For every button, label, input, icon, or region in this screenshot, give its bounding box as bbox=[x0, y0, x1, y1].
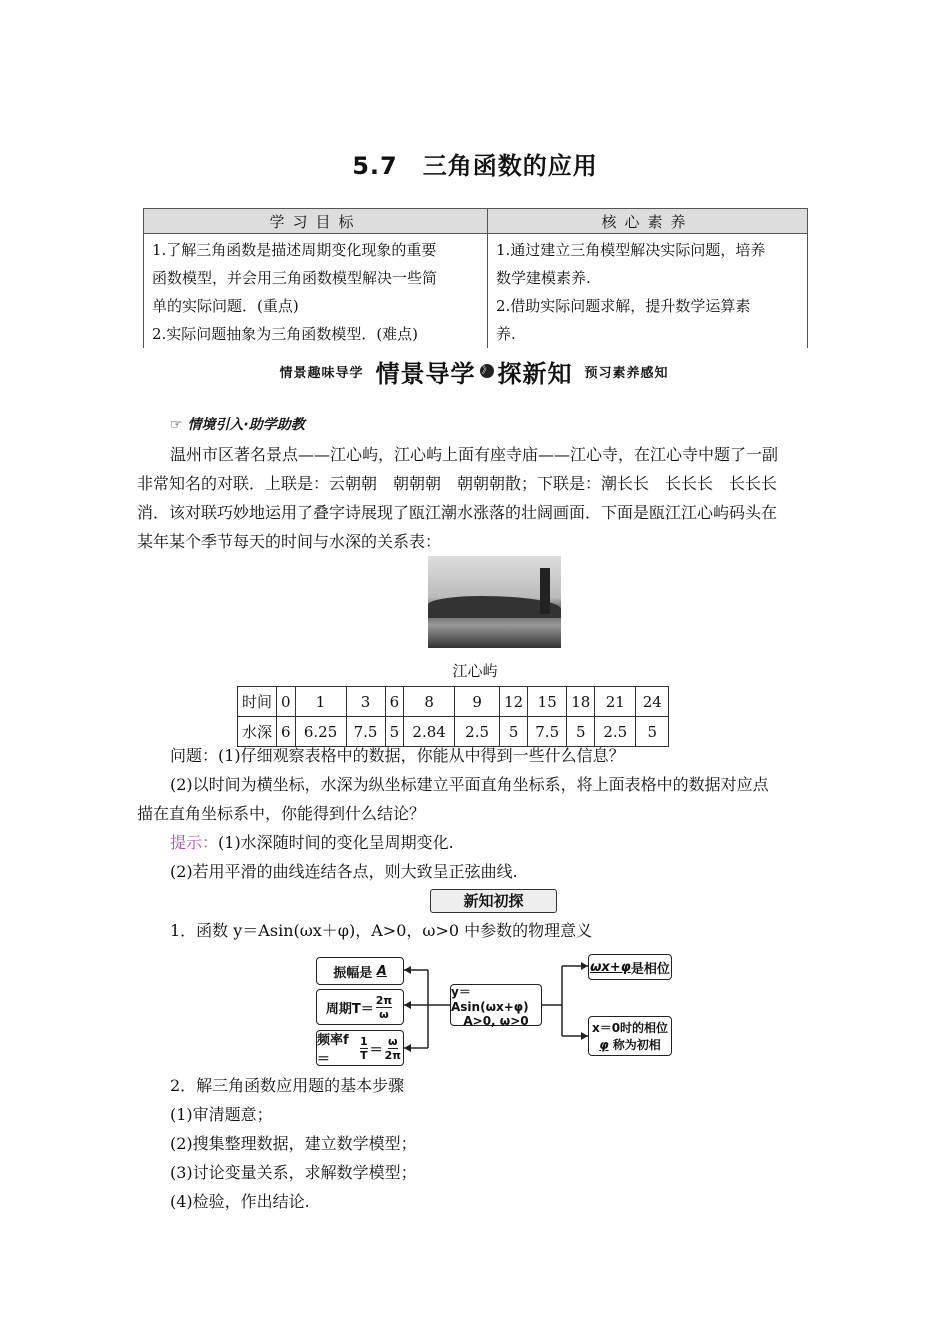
table-cell: 5 bbox=[567, 717, 595, 747]
island-photo bbox=[428, 556, 561, 648]
table-cell: 5 bbox=[385, 717, 404, 747]
period-box: 周期T＝ $\frac{2\pi}{\omega}$ bbox=[316, 989, 404, 1025]
table-cell: 0 bbox=[277, 687, 296, 717]
table-cell: 5 bbox=[500, 717, 528, 747]
initial-phase-box: x＝0时的相位 φ 称为初相 bbox=[588, 1016, 672, 1056]
amp-value: A bbox=[376, 963, 387, 979]
question-2-line: 描在直角坐标系中，你能得到什么结论？ bbox=[137, 804, 426, 823]
new-knowledge-badge: 新知初探 bbox=[430, 889, 557, 913]
step: (1)审清题意； bbox=[170, 1105, 273, 1124]
goals-table bbox=[143, 208, 808, 348]
item-1-text: 1．函数 y＝Asin(ωx＋φ)，A>0，ω>0 中参数的物理意义 bbox=[170, 921, 593, 940]
goal-line: 1.了解三角函数是描述周期变化现象的重要 bbox=[152, 241, 437, 259]
step: (4)检验，作出结论. bbox=[170, 1192, 310, 1211]
hint-1: 提示：(1)水深随时间的变化呈周期变化. bbox=[170, 833, 454, 852]
core-line: 数学建模素养. bbox=[496, 269, 591, 287]
period-fraction: $\frac{2\pi}{\omega}$ bbox=[375, 993, 393, 1021]
core-line: 2.借助实际问题求解，提升数学运算素 bbox=[496, 297, 751, 315]
goal-line: 单的实际问题．(重点) bbox=[152, 297, 299, 315]
table-cell: 1 bbox=[295, 687, 346, 717]
step: (3)讨论变量关系，求解数学模型； bbox=[170, 1163, 417, 1182]
table-cell: 9 bbox=[455, 687, 500, 717]
banner-main-1: 情景导学 bbox=[375, 359, 476, 388]
table-cell: 7.5 bbox=[528, 717, 567, 747]
core-line: 1.通过建立三角模型解决实际问题，培养 bbox=[496, 241, 766, 259]
hand-icon: ☞ bbox=[170, 417, 188, 433]
goals-header-1: 学习目标 bbox=[144, 209, 488, 234]
depth-table bbox=[237, 686, 669, 747]
question-2-line: (2)以时间为横坐标，水深为纵坐标建立平面直角坐标系，将上面表格中的数据对应点 bbox=[170, 775, 769, 794]
item-1 bbox=[137, 916, 813, 945]
intro-line: 消．该对联巧妙地运用了叠字诗展现了瓯江潮水涨落的壮阔画面．下面是瓯江江心屿码头在 bbox=[137, 503, 778, 522]
frequency-box: 频率f＝ $\frac{1}{T}$ ＝ $\frac{\omega}{2\pi}$ bbox=[316, 1030, 404, 1066]
section-banner bbox=[135, 358, 813, 388]
freq-fraction-2: $\frac{\omega}{2\pi}$ bbox=[384, 1034, 401, 1062]
hint-label: 提示： bbox=[170, 833, 219, 852]
goals-col-2 bbox=[488, 234, 808, 349]
table-cell: 15 bbox=[528, 687, 567, 717]
table-cell: 21 bbox=[595, 687, 636, 717]
item-2 bbox=[137, 1071, 813, 1216]
banner-main-2: 探新知 bbox=[497, 359, 573, 388]
table-row bbox=[238, 687, 669, 717]
photo-caption: 江心屿 bbox=[452, 662, 498, 680]
intro-paragraph bbox=[137, 440, 813, 556]
phase-value: ωx+φ bbox=[590, 959, 631, 975]
phase-box: ωx+φ 是相位 bbox=[588, 954, 672, 980]
table-cell: 8 bbox=[404, 687, 455, 717]
core-line: 养. bbox=[496, 325, 516, 343]
arrow-icon: 》 bbox=[481, 365, 492, 376]
questions bbox=[137, 741, 813, 886]
item-2-text: 2．解三角函数应用题的基本步骤 bbox=[170, 1076, 405, 1095]
init-value: φ bbox=[599, 1038, 609, 1052]
table-cell: 6 bbox=[277, 717, 296, 747]
goal-line: 2.实际问题抽象为三角函数模型．(难点) bbox=[152, 325, 419, 343]
step: (2)搜集整理数据，建立数学模型； bbox=[170, 1134, 417, 1153]
goals-header-2: 核心素养 bbox=[488, 209, 808, 234]
intro-line: 某年某个季节每天的时间与水深的关系表： bbox=[137, 532, 442, 551]
table-cell: 12 bbox=[500, 687, 528, 717]
table-cell: 2.5 bbox=[595, 717, 636, 747]
page-title: 5.7 三角函数的应用 bbox=[352, 152, 598, 180]
banner-left: 情景趣味导学 bbox=[279, 365, 364, 381]
table-cell: 18 bbox=[567, 687, 595, 717]
table-cell: 5 bbox=[636, 717, 669, 747]
intro-line: 非常知名的对联．上联是：云朝朝 朝朝朝 朝朝朝散；下联是：潮长长 长长长 长长长 bbox=[137, 474, 778, 493]
goal-line: 函数模型，并会用三角函数模型解决一些简 bbox=[152, 269, 438, 287]
table-cell: 水深 bbox=[238, 717, 277, 747]
freq-fraction-1: $\frac{1}{T}$ bbox=[359, 1034, 368, 1062]
table-cell: 24 bbox=[636, 687, 669, 717]
intro-subhead: ☞ 情境引入·助学助教 bbox=[170, 417, 305, 433]
function-box: y＝Asin(ωx+φ) A>0, ω>0 bbox=[450, 984, 542, 1026]
question-1: 问题：(1)仔细观察表格中的数据，你能从中得到一些什么信息？ bbox=[170, 746, 625, 765]
table-cell: 7.5 bbox=[346, 717, 385, 747]
table-cell: 6.25 bbox=[295, 717, 346, 747]
goals-col-1 bbox=[144, 234, 488, 349]
banner-right: 预习素养感知 bbox=[584, 365, 669, 381]
amplitude-box: 振幅是 A bbox=[316, 957, 404, 985]
table-cell: 6 bbox=[385, 687, 404, 717]
table-cell: 2.5 bbox=[455, 717, 500, 747]
intro-line: 温州市区著名景点——江心屿，江心屿上面有座寺庙——江心寺，在江心寺中题了一副 bbox=[170, 445, 779, 464]
table-cell: 2.84 bbox=[404, 717, 455, 747]
table-cell: 时间 bbox=[238, 687, 277, 717]
hint-2: (2)若用平滑的曲线连结各点，则大致呈正弦曲线. bbox=[170, 862, 518, 881]
table-cell: 3 bbox=[346, 687, 385, 717]
